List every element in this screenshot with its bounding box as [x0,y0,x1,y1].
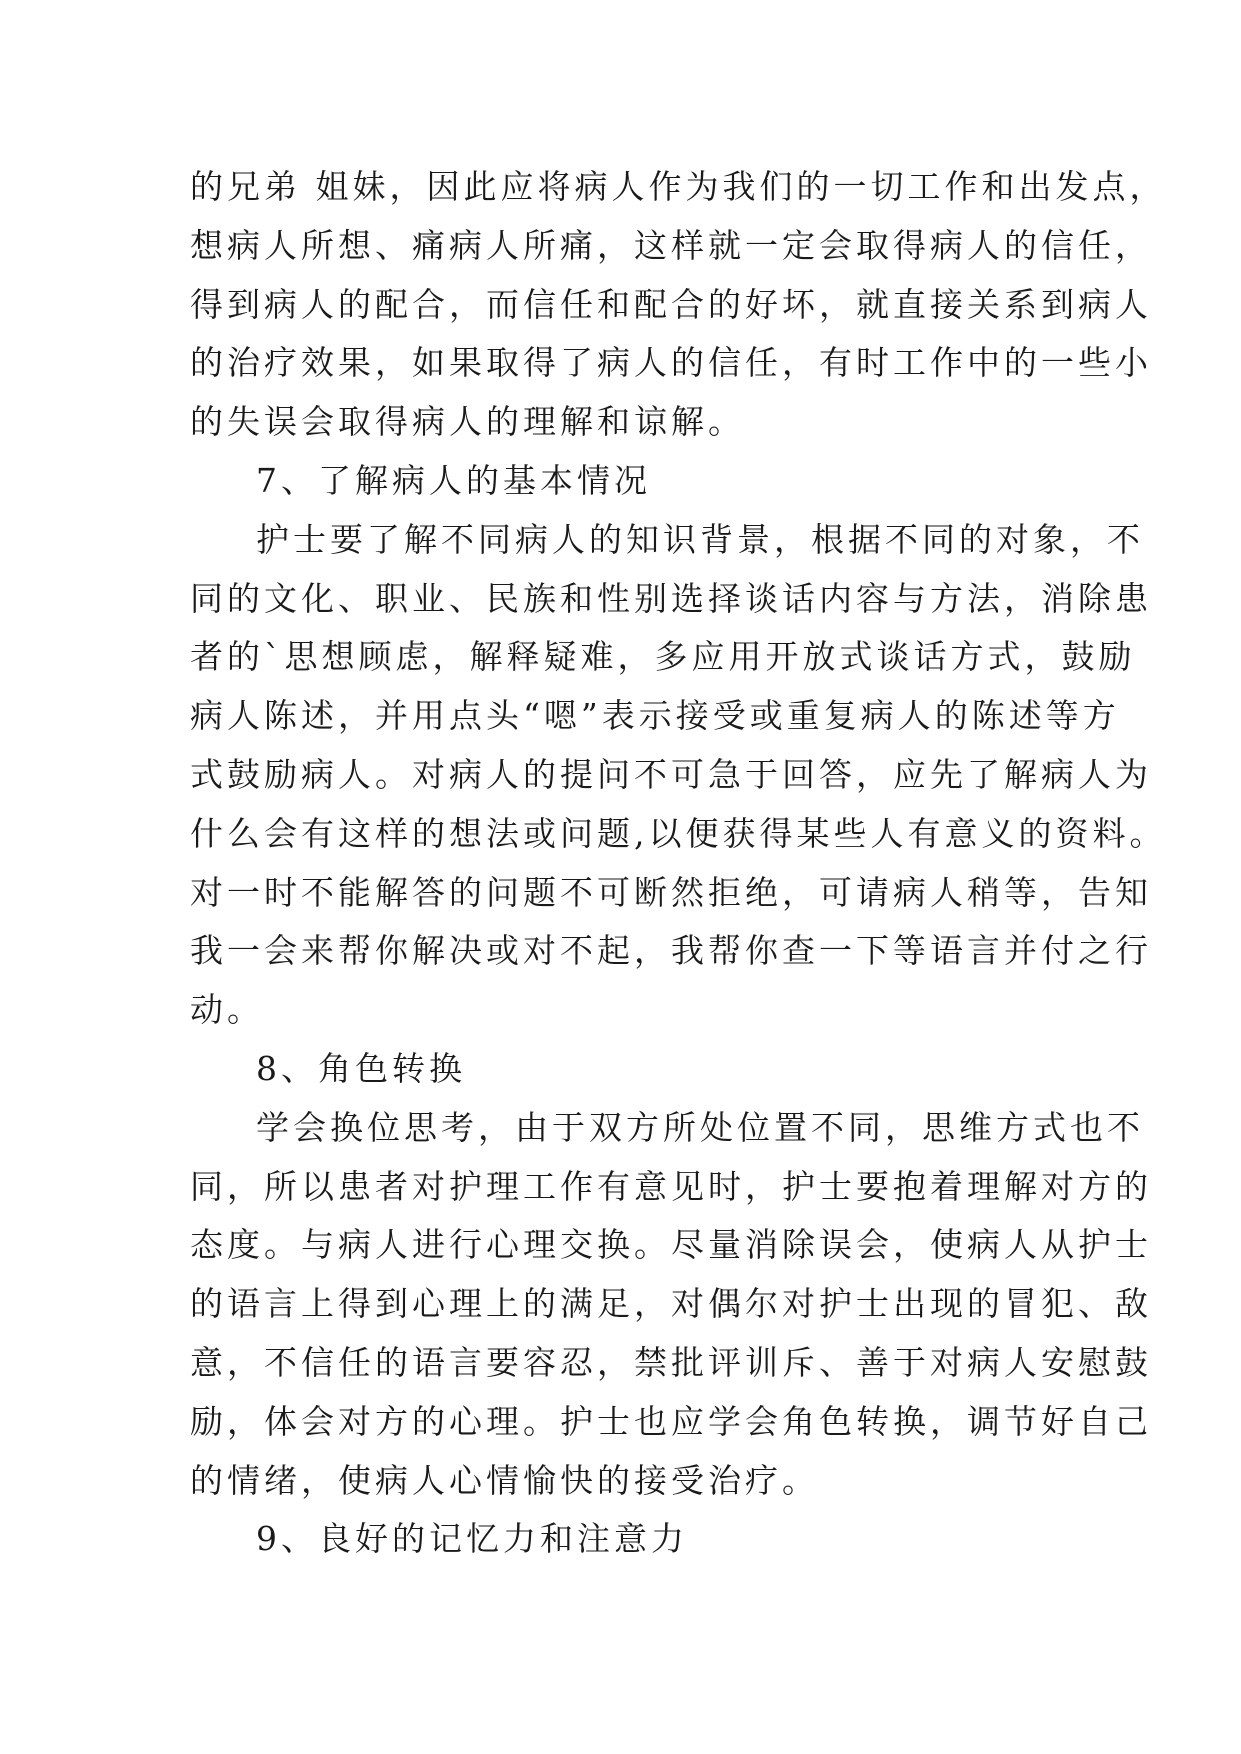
text-line: 想病人所想、痛病人所痛，这样就一定会取得病人的信任， [190,225,1152,265]
text-line: 同的文化、职业、民族和性别选择谈话内容与方法，消除患 [190,578,1152,618]
text-line: 得到病人的配合，而信任和配合的好坏，就直接关系到病人 [190,284,1152,324]
text-line: 学会换位思考，由于双方所处位置不同，思维方式也不 [256,1107,1144,1147]
text-line: 我一会来帮你解决或对不起，我帮你查一下等语言并付之行 [190,931,1152,971]
text-line: 7、了解病人的基本情况 [256,460,651,500]
text-line: 动。 [190,990,264,1030]
text-line: 的情绪，使病人心情愉快的接受治疗。 [190,1460,819,1500]
text-line: 意，不信任的语言要容忍，禁批评训斥、善于对病人安慰鼓 [190,1342,1152,1382]
text-line: 的失误会取得病人的理解和谅解。 [190,402,745,442]
text-line: 什么会有这样的想法或问题,以便获得某些人有意义的资料。 [190,813,1167,853]
text-line: 式鼓励病人。对病人的提问不可急于回答，应先了解病人为 [190,754,1152,794]
text-line: 9、良好的记忆力和注意力 [256,1519,688,1559]
text-line: 的兄弟 姐妹，因此应将病人作为我们的一切工作和出发点， [190,167,1167,206]
text-line: 对一时不能解答的问题不可断然拒绝，可请病人稍等，告知 [190,872,1152,912]
text-line: 病人陈述，并用点头“嗯”表示接受或重复病人的陈述等方 [190,696,1120,736]
text-line: 励，体会对方的心理。护士也应学会角色转换，调节好自己 [190,1401,1152,1441]
text-line: 同，所以患者对护理工作有意见时，护士要抱着理解对方的 [190,1166,1152,1206]
text-line: 的语言上得到心理上的满足，对偶尔对护士出现的冒犯、敌 [190,1284,1152,1324]
text-line: 态度。与病人进行心理交换。尽量消除误会，使病人从护士 [190,1225,1152,1265]
text-line: 8、角色转换 [256,1048,466,1088]
document-body [190,158,1167,1569]
text-line: 护士要了解不同病人的知识背景，根据不同的对象，不 [256,519,1144,559]
text-line: 者的`思想顾虑，解释疑难，多应用开放式谈话方式，鼓励 [190,637,1136,677]
text-line: 的治疗效果，如果取得了病人的信任，有时工作中的一些小 [190,343,1152,383]
